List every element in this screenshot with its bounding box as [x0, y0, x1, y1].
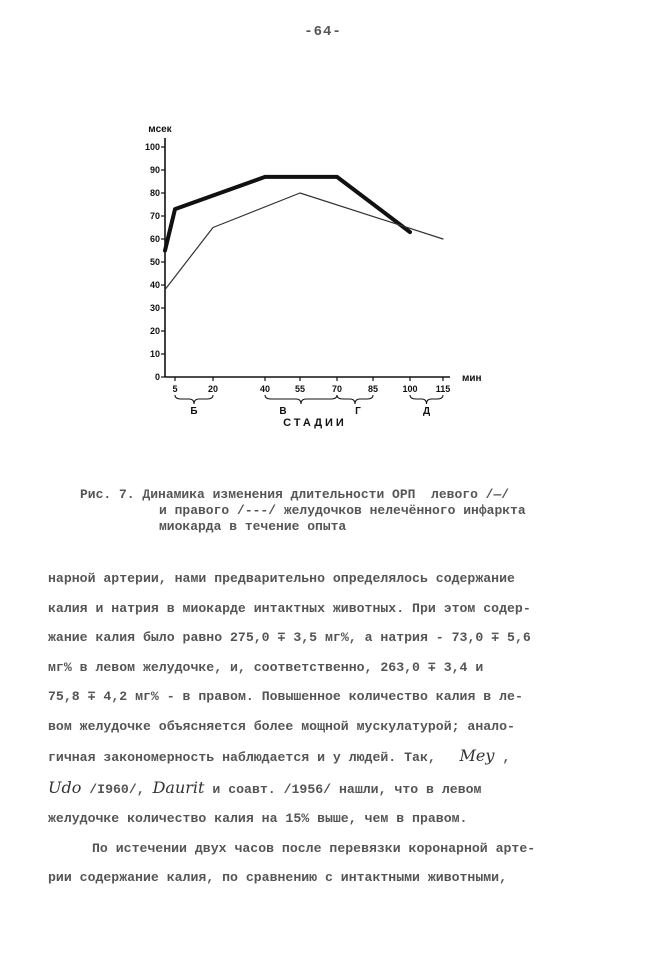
caption-line-3: миокарда в течение опыта	[159, 519, 347, 534]
body-line-5: 75,8 ∓ 4,2 мг% - в правом. Повышенное количество калия в ле-	[48, 689, 523, 704]
body-line-7-text: гичная закономерность наблюдается и у людей. Так,	[48, 750, 436, 765]
figure-caption	[80, 487, 600, 535]
body-line-3: жание калия было равно 275,0 ∓ 3,5 мг%, а натрия - 73,0 ∓ 5,6	[48, 630, 531, 645]
body-line-8-a: /I960/,	[81, 781, 153, 797]
body-line-1: нарной артерии, нами предварительно определялось содержание	[48, 571, 515, 586]
x-tick-label: 5	[172, 384, 178, 394]
body-line-2: калия и натрия в миокарде интактных животных. При этом содер-	[48, 600, 531, 616]
body-line-9: желудочке количество калия на 15% выше, чем в правом.	[48, 811, 468, 826]
stage-brace	[410, 395, 443, 404]
caption-line-2: и правого /---/ желудочков нелечённого инфаркта	[159, 503, 526, 518]
y-tick-label: 50	[149, 257, 160, 267]
x-tick-label: 70	[331, 384, 343, 394]
stage-label: Б	[190, 406, 198, 417]
body-line-7-tail: ,	[494, 750, 511, 765]
x-tick-label: 100	[402, 384, 418, 394]
y-axis-unit-label: мсек	[148, 124, 172, 135]
handwritten-name-udo: Udo	[48, 777, 82, 797]
y-tick-label: 40	[149, 280, 160, 290]
body-line-11: рии содержание калия, по сравнению с интактными животными,	[48, 870, 507, 885]
page-number: -64-	[304, 24, 342, 40]
x-tick-label: 115	[435, 384, 451, 394]
y-tick-label: 30	[149, 303, 160, 313]
stage-label: В	[279, 406, 287, 417]
y-tick-label: 20	[149, 326, 160, 336]
stage-brace	[337, 395, 373, 404]
stage-label: Г	[355, 406, 361, 417]
body-line-8	[48, 773, 608, 805]
y-tick-label: 90	[149, 165, 160, 175]
y-tick-label: 10	[149, 349, 160, 359]
handwritten-name-daurit: Daurit	[152, 777, 205, 797]
stage-brace	[265, 395, 337, 404]
x-tick-label: 20	[207, 384, 219, 394]
y-tick-label: 0	[154, 372, 160, 382]
y-tick-label: 70	[149, 211, 160, 221]
stages-axis-title: СТАДИИ	[283, 417, 347, 429]
caption-line-1: Рис. 7. Динамика изменения длительности ОРП левого /—/	[80, 487, 510, 502]
x-tick-label: 55	[294, 384, 306, 394]
y-tick-label: 100	[144, 142, 160, 152]
body-line-6: вом желудочке объясняется более мощной мускулатурой; анало-	[48, 718, 515, 734]
stage-label: Д	[422, 406, 431, 417]
line-chart	[0, 0, 646, 470]
stage-brace	[175, 395, 213, 404]
body-line-8-b: и соавт. /1956/ нашли, что в левом	[204, 781, 482, 797]
y-tick-label: 60	[149, 234, 160, 244]
body-text	[48, 564, 608, 893]
x-tick-label: 40	[259, 384, 271, 394]
series-line-left-ventricle	[165, 177, 410, 251]
series-line-right-ventricle	[165, 193, 443, 290]
y-tick-label: 80	[149, 188, 160, 198]
body-line-7	[48, 741, 608, 773]
handwritten-name-mey: Mey	[459, 746, 495, 765]
body-line-10: По истечении двух часов после перевязки коронарной арте-	[92, 840, 536, 856]
x-axis-unit-label: мин	[462, 373, 482, 384]
x-tick-label: 85	[367, 384, 379, 394]
body-line-4: мг% в левом желудочке, и, соответственно, 263,0 ∓ 3,4 и	[48, 659, 484, 675]
